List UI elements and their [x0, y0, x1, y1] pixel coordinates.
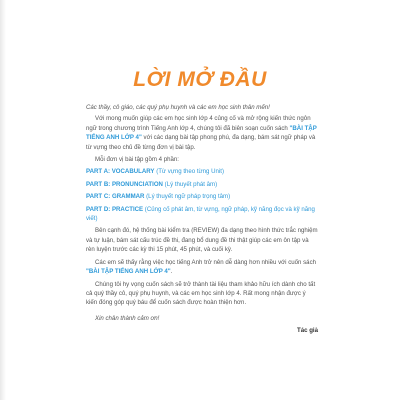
intro-text-after: với các dạng bài tập phong phú, đa dạng, bám sát ngữ pháp và từ vựng theo chủ đề từng đơn vị bài tập. — [86, 134, 316, 151]
preface-body — [86, 103, 318, 336]
thanks-line: Xin chân thành cảm ơn! — [95, 314, 160, 322]
part-item — [86, 167, 318, 176]
hope-text-before: Các em sẽ thấy rằng việc học tiếng Anh trở nên dễ dàng hơn nhiều với cuốn sách — [95, 258, 317, 266]
hope-text-after: . — [170, 268, 173, 276]
part-description: (Lý thuyết ngữ pháp trọng tâm) — [144, 193, 231, 201]
part-label: PART C: GRAMMAR — [86, 193, 145, 201]
hope-paragraph — [86, 258, 318, 277]
page-edge-shadow — [0, 0, 6, 400]
part-label: PART A: VOCABULARY — [86, 168, 155, 176]
greeting: Các thầy, cô giáo, các quý phụ huynh và các em học sinh thân mến! — [86, 104, 270, 111]
part-label: PART B: PRONUNCIATION — [86, 180, 163, 188]
review-paragraph: Bên cạnh đó, hệ thống bài kiểm tra (REVIEW) đa dạng theo hình thức trắc nghiệm và tự luận, bám sát cấu trúc đề thi, đang bổ dung đề thi thật giúp các em ôn tập và rèn luyện trước các kỳ thi 15 phút, 45 phút, và cuối kỳ. — [86, 227, 318, 254]
part-description: (Từ vựng theo từng Unit) — [154, 168, 224, 176]
author-signature: Tác giả — [297, 327, 318, 335]
book-title: "BÀI TẬP TIẾNG ANH LỚP 4" — [86, 268, 171, 276]
parts-intro: Mỗi đơn vị bài tập gồm 4 phần: — [95, 156, 179, 164]
part-item — [86, 205, 318, 224]
part-item — [86, 180, 318, 189]
part-description: (Lý thuyết phát âm) — [162, 180, 218, 188]
part-description: (Củng cố phát âm, từ vựng, ngữ pháp, kỹ năng đọc và kỹ năng viết) — [86, 205, 315, 223]
page-title: LỜI MỞ ĐẦU — [133, 68, 267, 91]
part-label: PART D: PRACTICE — [86, 205, 144, 213]
intro-text-before: Với mong muốn giúp các em học sinh lớp 4 củng cố và mở rộng kiến thức ngôn ngữ trong chương trình Tiếng Anh lớp 4, chúng tôi đã biên soạn cuốn sách — [86, 115, 311, 132]
parts-list — [86, 167, 318, 223]
closing-paragraph: Chúng tôi hy vọng cuốn sách sẽ trở thành tài liệu tham khảo hữu ích dành cho tất cả quý thầy cô, quý phụ huynh, và các em học sinh lớp 4. Rất mong nhận được ý kiến đóng góp quý báu để cuốn sách được hoàn thiện hơn. — [86, 280, 316, 307]
book-title: "BÀI TẬP TIẾNG ANH LỚP 4" — [86, 124, 317, 142]
intro-paragraph — [86, 114, 318, 152]
part-item — [86, 192, 318, 201]
